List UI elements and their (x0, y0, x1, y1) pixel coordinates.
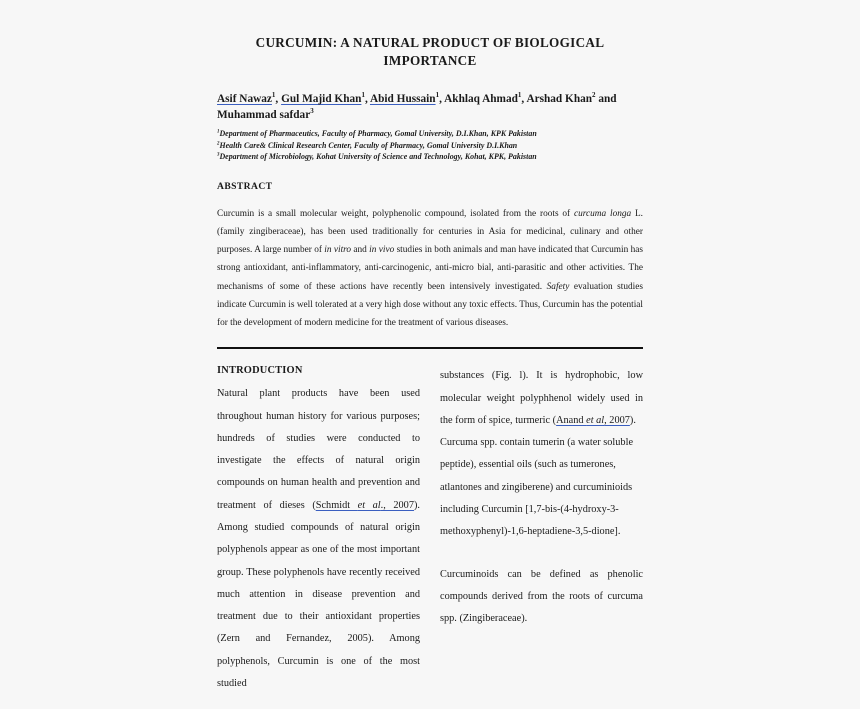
affiliation-text: Department of Microbiology, Kohat University of Science and Technology, Kohat, KPK, Pakistan (219, 152, 537, 162)
page-title: CURCUMIN: A NATURAL PRODUCT OF BIOLOGICAL IMPORTANCE (255, 35, 605, 68)
abstract-italic-in-vitro: in vitro (324, 245, 352, 256)
citation-author: Anand (556, 414, 587, 426)
body-columns (217, 365, 643, 695)
abstract-part-4: studies in both animals and man have indicated that Curcumin has strong antioxidant, anti-inflammatory, anti-carcinogenic, anti-micro bial, anti-parasitic and other activities. The mechanisms of some of these actions have recently been intensively investigated. (217, 245, 643, 292)
author-sup-2: 1 (361, 91, 365, 100)
abstract-part-2: L. (family zingiberaceae), has been used traditionally for centuries in Asia for medicinal, culinary and other purposes. A large number of (217, 208, 644, 256)
abstract-part-3: and (351, 245, 370, 256)
abstract-italic-safety: Safety (546, 281, 570, 292)
author-sup-1: 1 (271, 91, 276, 100)
affiliation-list (217, 128, 643, 163)
intro-paragraph-right-3: Curcuminoids can be defined as phenolic compounds derived from the roots of curcuma spp. (Zingiberaceae). (440, 568, 643, 625)
citation-etal: et al (357, 499, 381, 511)
left-column (217, 365, 420, 695)
author-gul-majid-khan[interactable]: Gul Majid Khan (281, 93, 362, 105)
affiliation-item (217, 140, 643, 152)
abstract-part-1: Curcumin is a small molecular weight, polyphenolic compound, isolated from the roots of (217, 208, 574, 219)
affiliation-sup: 1 (217, 129, 220, 135)
right-column (440, 365, 643, 695)
citation-anand-2007[interactable] (556, 415, 630, 426)
author-sup-3: 1 (435, 91, 440, 100)
intro-left-part-2: ). Among studied compounds of natural origin polyphenols appear as one of the most important group. These polyphenols have recently received much attention in disease prevention and treatment due to their antioxidant properties (Zern and Fernandez, 2005). Among polyphenols, Curcumin is one of the most studied (217, 499, 420, 690)
introduction-heading: INTRODUCTION (217, 365, 303, 377)
abstract-heading: ABSTRACT (217, 180, 273, 192)
abstract-italic-curcuma-longa: curcuma longa (573, 208, 632, 219)
citation-author: Schmidt (315, 499, 358, 511)
intro-paragraph-right-2: Curcuma spp. contain tumerin (a water soluble peptide), essential oils (such as tumerones, atlantones and zingiberene) and curcuminioids including Curcumin [1,7-bis-(4-hydroxy-3-methoxyphenyl)-1,6-heptadiene-3,5-dione]. (440, 437, 634, 538)
affiliation-text: Department of Pharmaceutics, Faculty of Pharmacy, Gomal University, D.I.Khan, KPK Pakistan (219, 129, 537, 138)
intro-right-part-1: substances (Fig. l). It is hydrophobic, low molecular weight polyphhenol widely used in the form of spice, turmeric ( (440, 370, 643, 426)
citation-etal: et al (586, 414, 605, 426)
affiliation-text: Health Care& Clinical Research Center, Faculty of Pharmacy, Gomal University D.I.Khan (219, 140, 518, 150)
author-sep-4: , (521, 93, 527, 105)
author-list (217, 92, 643, 123)
citation-year: ., 2007 (380, 499, 414, 511)
affiliation-item (217, 151, 643, 163)
author-conjunction: and (595, 93, 617, 105)
author-sep-2: , (364, 93, 370, 105)
abstract-part-5: evaluation studies indicate Curcumin is well tolerated at a very high dose without any toxic effects. Thus, Curcumin has the potential for the development of modern medicine for the treatment of various diseases. (217, 281, 644, 328)
author-arshad-khan: Arshad Khan (526, 93, 593, 105)
page-content (217, 34, 643, 695)
affiliation-sup: 3 (217, 152, 220, 158)
affiliation-item (217, 128, 643, 140)
author-sep-3: , (439, 93, 445, 105)
citation-schmidt-2007[interactable] (316, 500, 414, 511)
intro-paragraph-right-1 (440, 365, 643, 432)
author-sup-6: 3 (310, 106, 314, 115)
author-asif-nawaz[interactable]: Asif Nawaz (217, 93, 272, 105)
author-akhlaq-ahmad: Akhlaq Ahmad (444, 93, 518, 105)
author-sup-5: 2 (592, 91, 596, 100)
abstract-italic-in-vivo: in vivo (369, 245, 395, 256)
author-abid-hussain[interactable]: Abid Hussain (369, 93, 436, 105)
intro-left-part-1: Natural plant products have been used throughout human history for various purposes; hundreds of studies were conducted to investigate the effects of natural origin compounds on human health and prevention and treatment of dieses ( (217, 388, 420, 511)
introduction-paragraph-left (217, 383, 420, 695)
section-divider (217, 347, 643, 349)
author-muhammad-safdar: Muhammad safdar (217, 108, 311, 121)
abstract-text (217, 205, 643, 332)
author-sup-4: 1 (517, 91, 522, 100)
citation-year: , 2007 (604, 414, 630, 426)
author-sep-1: , (275, 93, 282, 105)
intro-right-part-2: ). (629, 414, 636, 426)
affiliation-sup: 2 (217, 140, 220, 146)
